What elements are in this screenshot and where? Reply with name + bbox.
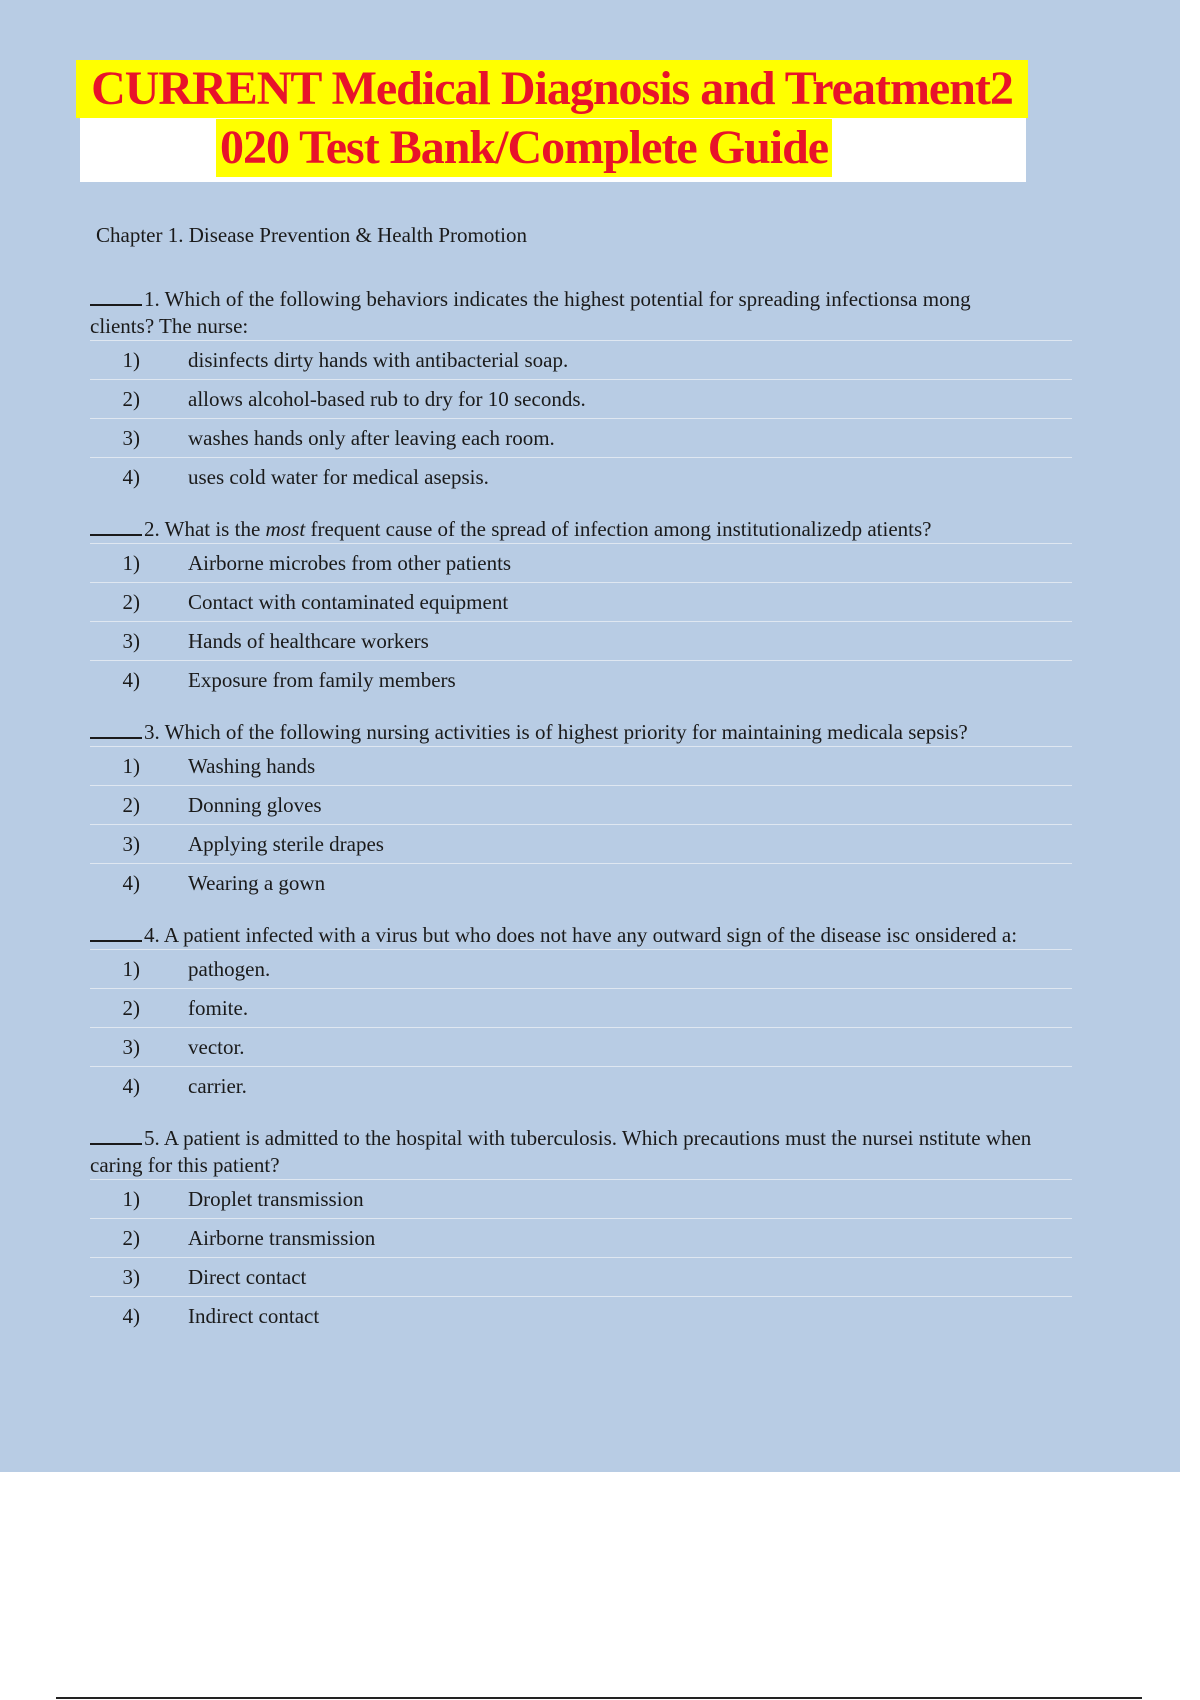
answer-blank xyxy=(90,288,142,306)
option-number: 2) xyxy=(122,1225,140,1250)
option-number: 2) xyxy=(122,589,140,614)
option-number: 4) xyxy=(122,1303,140,1328)
answer-option xyxy=(90,543,1072,582)
answer-option xyxy=(90,660,1072,699)
document-title-line-2: 020 Test Bank/Complete Guide xyxy=(216,119,832,177)
question-emphasis: most xyxy=(265,517,306,541)
option-text: Airborne transmission xyxy=(188,1225,376,1250)
answer-option xyxy=(90,1027,1072,1066)
option-number: 1) xyxy=(122,753,140,778)
question-stem xyxy=(90,719,1072,746)
answer-option xyxy=(90,1257,1072,1296)
option-text: carrier. xyxy=(188,1073,247,1098)
question-list xyxy=(90,274,1072,1343)
option-number: 1) xyxy=(122,1186,140,1211)
option-number: 3) xyxy=(122,1264,140,1289)
option-number: 2) xyxy=(122,386,140,411)
option-text: Applying sterile drapes xyxy=(188,831,384,856)
option-text: pathogen. xyxy=(188,956,271,981)
question-marker xyxy=(90,1113,1072,1125)
answer-option xyxy=(90,785,1072,824)
question-marker xyxy=(90,504,1072,516)
option-number: 4) xyxy=(122,1073,140,1098)
option-text: Wearing a gown xyxy=(188,870,326,895)
option-number: 1) xyxy=(122,347,140,372)
answer-option xyxy=(90,340,1072,379)
option-number: 4) xyxy=(122,667,140,692)
question xyxy=(90,1113,1072,1335)
option-number: 1) xyxy=(122,550,140,575)
option-number: 2) xyxy=(122,995,140,1020)
question-stem xyxy=(90,286,1072,340)
answer-option xyxy=(90,1218,1072,1257)
answer-option xyxy=(90,949,1072,988)
question-stem xyxy=(90,922,1072,949)
answer-option xyxy=(90,988,1072,1027)
option-text: Droplet transmission xyxy=(188,1186,364,1211)
question-marker xyxy=(90,707,1072,719)
option-number: 3) xyxy=(122,831,140,856)
option-text: Airborne microbes from other patients xyxy=(188,550,512,575)
option-number: 4) xyxy=(122,870,140,895)
answer-option xyxy=(90,863,1072,902)
question-marker xyxy=(90,274,1072,286)
option-number: 2) xyxy=(122,792,140,817)
option-text: uses cold water for medical asepsis. xyxy=(188,464,489,489)
option-text: Exposure from family members xyxy=(188,667,456,692)
chapter-heading: Chapter 1. Disease Prevention & Health Promotion xyxy=(96,223,528,247)
option-text: Contact with contaminated equipment xyxy=(188,589,509,614)
question-text: 3. Which of the following nursing activities is of highest priority for maintaining medicala sepsis? xyxy=(144,720,968,744)
question-text-continued: frequent cause of the spread of infection among institutionalizedp atients? xyxy=(310,517,932,541)
answer-option xyxy=(90,621,1072,660)
question-stem xyxy=(90,1125,1072,1179)
option-number: 3) xyxy=(122,628,140,653)
option-text: Donning gloves xyxy=(188,792,322,817)
option-text: Indirect contact xyxy=(188,1303,320,1328)
answer-option xyxy=(90,824,1072,863)
question-stem xyxy=(90,516,1072,543)
option-text: Washing hands xyxy=(188,753,316,778)
question-text: 2. What is the xyxy=(144,517,261,541)
option-number: 1) xyxy=(122,956,140,981)
answer-option xyxy=(90,1066,1072,1105)
option-text: Hands of healthcare workers xyxy=(188,628,429,653)
answer-blank xyxy=(90,721,142,739)
footer-rule xyxy=(56,1697,1142,1699)
question xyxy=(90,504,1072,699)
answer-option xyxy=(90,418,1072,457)
answer-blank xyxy=(90,518,142,536)
answer-option xyxy=(90,582,1072,621)
option-text: vector. xyxy=(188,1034,245,1059)
question-text: 1. Which of the following behaviors indicates the highest potential for spreading infectionsa mong clients? The nurse: xyxy=(90,287,971,338)
answer-option xyxy=(90,379,1072,418)
option-text: allows alcohol-based rub to dry for 10 seconds. xyxy=(188,386,586,411)
document-title-line-1: CURRENT Medical Diagnosis and Treatment2 xyxy=(76,60,1028,118)
option-number: 4) xyxy=(122,464,140,489)
option-number: 3) xyxy=(122,425,140,450)
answer-option xyxy=(90,1296,1072,1335)
answer-option xyxy=(90,457,1072,496)
answer-option xyxy=(90,1179,1072,1218)
question xyxy=(90,707,1072,902)
option-text: washes hands only after leaving each room. xyxy=(188,425,555,450)
option-text: disinfects dirty hands with antibacterial soap. xyxy=(188,347,569,372)
answer-blank xyxy=(90,924,142,942)
question xyxy=(90,910,1072,1105)
option-text: Direct contact xyxy=(188,1264,307,1289)
question-text: 5. A patient is admitted to the hospital with tuberculosis. Which precautions must the nursei nstitute when caring for this patient? xyxy=(90,1126,1032,1177)
answer-option xyxy=(90,746,1072,785)
option-text: fomite. xyxy=(188,995,249,1020)
option-number: 3) xyxy=(122,1034,140,1059)
question-text: 4. A patient infected with a virus but who does not have any outward sign of the disease isc onsidered a: xyxy=(144,923,1018,947)
question-marker xyxy=(90,910,1072,922)
question xyxy=(90,274,1072,496)
answer-blank xyxy=(90,1127,142,1145)
